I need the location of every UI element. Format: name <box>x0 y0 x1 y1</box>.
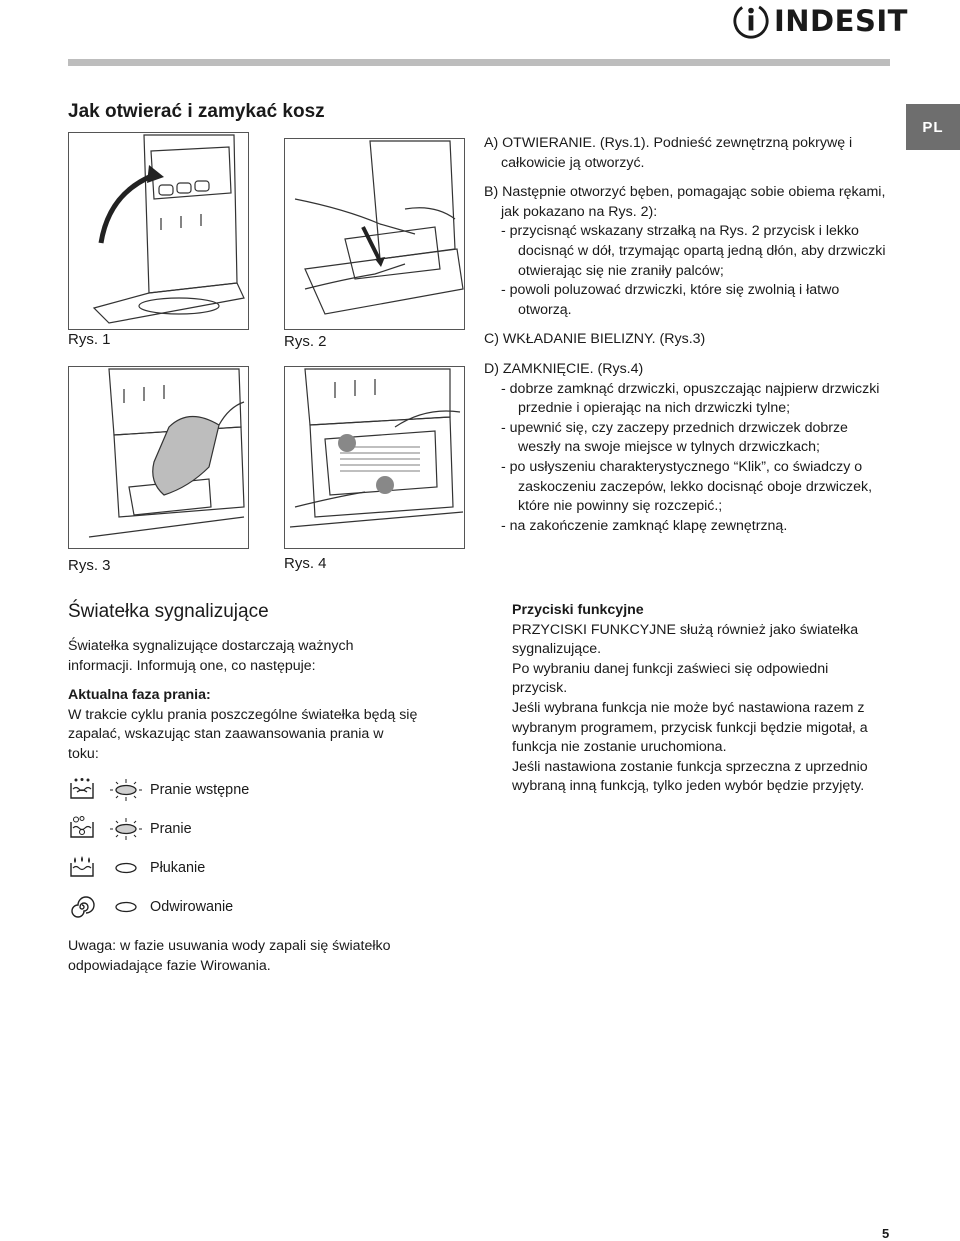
brand-logo <box>732 2 908 40</box>
figure-label-4: Rys. 4 <box>284 555 327 572</box>
led-lit-icon <box>110 817 142 841</box>
figure-rys-3 <box>68 366 249 549</box>
step-b-1: - przycisnąć wskazany strzałką na Rys. 2 przycisk i lekko docisnąć w dół, trzymając opartą jedną dłón, aby drzwiczki otwierając się nie zraniły palców; <box>501 223 886 279</box>
loading-laundry-illustration <box>69 367 248 548</box>
led-off-icon <box>110 856 142 880</box>
led-off-icon <box>110 895 142 919</box>
rinse-icon <box>68 855 96 881</box>
indicator-label: Płukanie <box>150 860 206 876</box>
step-b: B) Następnie otworzyć bęben, pomagając sobie obiema rękami, jak pokazano na Rys. 2): <box>484 184 886 220</box>
figure-rys-4 <box>284 366 465 549</box>
closing-drum-illustration <box>285 367 464 548</box>
wash-icon <box>68 816 96 842</box>
indicator-label: Pranie <box>150 821 192 837</box>
section-title-indicator-lights: Światełka sygnalizujące <box>68 601 269 622</box>
function-buttons-section <box>512 601 887 797</box>
spin-icon <box>68 894 96 920</box>
function-buttons-paragraph: Po wybraniu danej funkcji zaświeci się odpowiedni przycisk. <box>512 660 829 697</box>
indicator-row-rinse <box>68 855 205 881</box>
brand-name: INDESIT <box>774 4 908 38</box>
page-number: 5 <box>882 1226 890 1241</box>
indicator-label: Odwirowanie <box>150 899 234 915</box>
step-a: A) OTWIERANIE. (Rys.1). Podnieść zewnętrzną pokrywę i całkowicie ją otworzyć. <box>484 135 853 171</box>
step-d-3: - po usłyszeniu charakterystycznego “Klik”, co świadczy o zaskoczeniu zaczepów, lekko docisnąć oboje drzwiczek, które nie powinny się rozczepić.; <box>501 458 873 515</box>
led-lit-icon <box>110 778 142 802</box>
function-buttons-paragraph: PRZYCISKI FUNKCYJNE służą również jako światełka sygnalizujące. <box>512 621 859 658</box>
prewash-icon <box>68 777 96 803</box>
step-d-2: - upewnić się, czy zaczepy przednich drzwiczek dobrze weszły na swoje miejsce w tylnych drzwiczkach; <box>501 419 848 456</box>
step-d: D) ZAMKNIĘCIE. (Rys.4) <box>484 360 644 377</box>
indicator-label: Pranie wstępne <box>150 782 250 798</box>
function-buttons-paragraph: Jeśli nastawiona zostanie funkcja sprzeczna z uprzednio wybraną inną funkcją, tylko jeden wybór będzie przyjęty. <box>512 758 868 795</box>
indicator-note: Uwaga: w fazie usuwania wody zapali się światełko odpowiadające fazie Wirowania. <box>68 938 391 974</box>
steps-text <box>484 134 894 536</box>
phase-heading: Aktualna faza prania: <box>68 687 211 704</box>
header-rule <box>68 59 890 66</box>
indicator-intro-text: Światełka sygnalizujące dostarczają ważnych informacji. Informują one, co następuje: <box>68 638 354 674</box>
figure-label-2: Rys. 2 <box>284 333 327 350</box>
phase-text: W trakcie cyklu prania poszczególne światełka będą się zapalać, wskazując stan zaawansowania prania w toku: <box>68 706 418 762</box>
step-d-1: - dobrze zamknąć drzwiczki, opuszczając najpierw drzwiczki przednie i opierając na nich drzwiczki tylne; <box>501 380 880 417</box>
figure-rys-1 <box>68 132 249 330</box>
function-buttons-paragraph: Jeśli wybrana funkcja nie może być nastawiona razem z wybranym programem, przycisk funkcji będzie migotał, a funkcja nie zostanie uruchomiona. <box>512 699 868 756</box>
washer-lid-open-illustration <box>69 133 248 329</box>
section-title-basket: Jak otwierać i zamykać kosz <box>68 101 325 122</box>
figure-label-3: Rys. 3 <box>68 557 111 574</box>
hands-opening-drum-illustration <box>285 139 464 329</box>
step-c: C) WKŁADANIE BIELIZNY. (Rys.3) <box>484 331 706 348</box>
step-b-2: - powoli poluzować drzwiczki, które się zwolnią i łatwo otworzą. <box>501 282 840 318</box>
language-tab: PL <box>906 104 960 150</box>
indicator-row-spin <box>68 894 233 920</box>
indesit-logo-icon <box>732 2 770 40</box>
figure-rys-2 <box>284 138 465 330</box>
indicator-intro <box>68 637 418 765</box>
figure-label-1: Rys. 1 <box>68 331 111 348</box>
indicator-row-prewash <box>68 777 249 803</box>
indicator-row-wash <box>68 816 192 842</box>
function-buttons-title: Przyciski funkcyjne <box>512 602 644 618</box>
step-d-4: - na zakończenie zamknąć klapę zewnętrzną. <box>501 517 788 534</box>
